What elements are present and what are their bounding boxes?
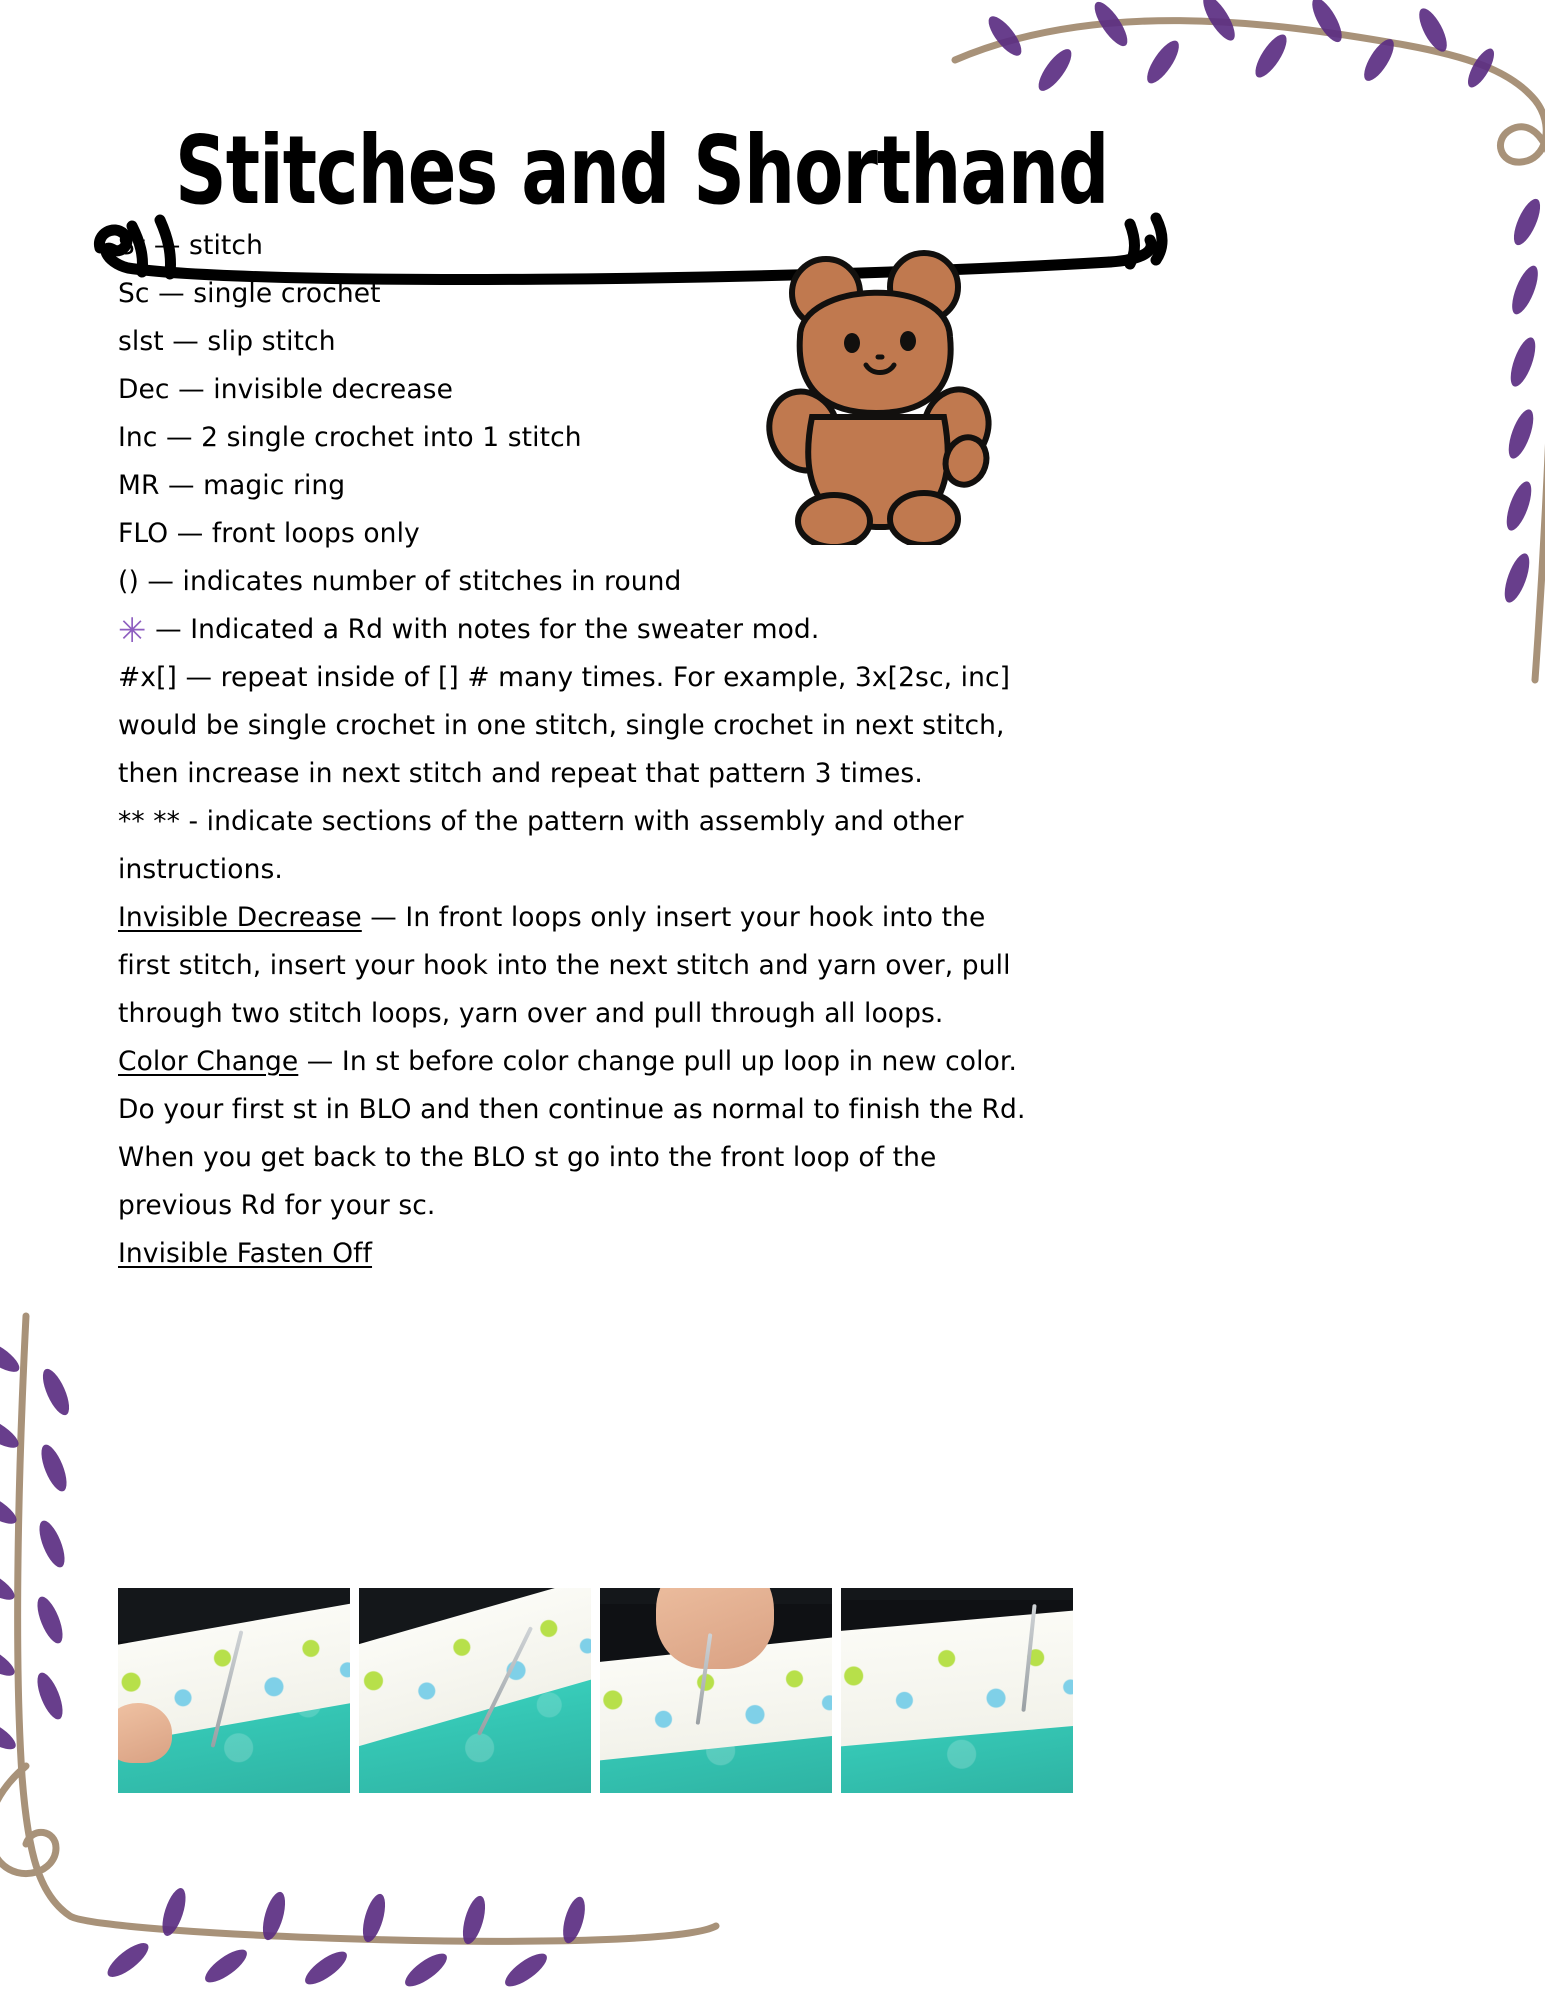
- invisible-decrease-heading: Invisible Decrease: [118, 902, 362, 933]
- section-invisible-fasten-off: [118, 1230, 1098, 1278]
- photo-thumbnail: [118, 1588, 350, 1793]
- abbreviation-item: Dec — invisible decrease: [118, 374, 453, 405]
- invisible-decrease-heading-rest: — In front loops only insert your hook into the: [361, 902, 986, 933]
- repeat-notation-line: #x[] — repeat inside of [] # many times. For example, 3x[2sc, inc]: [118, 662, 1011, 693]
- abbreviation-item: Inc — 2 single crochet into 1 stitch: [118, 422, 582, 453]
- color-change-first-line: [118, 1038, 1098, 1086]
- repeat-notation-note: [118, 654, 1098, 798]
- abbreviation-item: FLO — front loops only: [118, 518, 420, 549]
- color-change-line: When you get back to the BLO st go into the front loop of the: [118, 1142, 937, 1173]
- section-color-change: [118, 1038, 1098, 1230]
- sweater-mod-note: ✳ — Indicated a Rd with notes for the sweater mod.: [118, 611, 820, 651]
- sweater-mod-note-text: — Indicated a Rd with notes for the sweater mod.: [155, 614, 820, 645]
- repeat-notation-line: then increase in next stitch and repeat that pattern 3 times.: [118, 758, 923, 789]
- photo-thumbnail: [841, 1588, 1073, 1793]
- abbreviation-item: St — stitch: [118, 230, 263, 261]
- fasten-off-photo-strip: [118, 1588, 1073, 1793]
- color-change-line: previous Rd for your sc.: [118, 1190, 436, 1221]
- section-invisible-decrease: [118, 894, 1098, 1038]
- abbreviation-item: MR — magic ring: [118, 470, 346, 501]
- photo-thumbnail: [359, 1588, 591, 1793]
- abbreviation-item: Sc — single crochet: [118, 278, 381, 309]
- asterisk-notation-line: ** ** - indicate sections of the pattern with assembly and other: [118, 806, 964, 837]
- invisible-decrease-line: through two stitch loops, yarn over and pull through all loops.: [118, 998, 944, 1029]
- photo-background: [841, 1588, 1073, 1600]
- invisible-fasten-off-heading: Invisible Fasten Off: [118, 1238, 373, 1269]
- abbreviation-item: slst — slip stitch: [118, 326, 336, 357]
- photo-white-yarn: [841, 1609, 1073, 1747]
- asterisk-notation-line: instructions.: [118, 854, 283, 885]
- invisible-decrease-line: first stitch, insert your hook into the next stitch and yarn over, pull: [118, 950, 1011, 981]
- abbreviation-item: () — indicates number of stitches in round: [118, 566, 682, 597]
- content-body: [118, 222, 1098, 1278]
- color-change-heading: Color Change: [118, 1046, 299, 1077]
- repeat-notation-line: would be single crochet in one stitch, single crochet in next stitch,: [118, 710, 1005, 741]
- photo-thumbnail: [600, 1588, 832, 1793]
- color-change-line: Do your first st in BLO and then continue as normal to finish the Rd.: [118, 1094, 1026, 1125]
- color-change-heading-rest: — In st before color change pull up loop in new color.: [298, 1046, 1017, 1077]
- asterisk-notation-note: [118, 798, 1098, 894]
- photo-hand: [656, 1588, 774, 1669]
- page-title: Stitches and Shorthand: [175, 116, 1109, 227]
- invisible-decrease-first-line: [118, 894, 1098, 942]
